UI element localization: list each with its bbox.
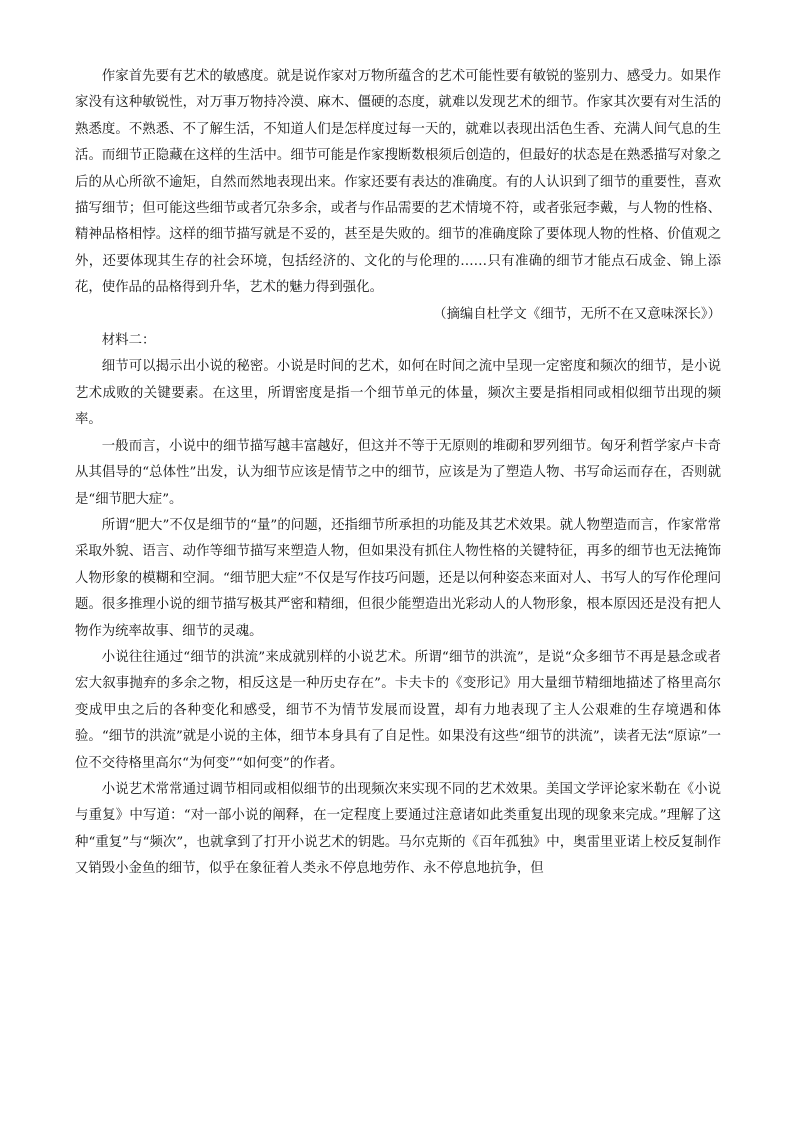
paragraph-5: 小说往往通过“细节的洪流”来成就别样的小说艺术。所谓“细节的洪流”，是说“众多细节不再是悬念或者宏大叙事抛弃的多余之物，相反这是一种历史存在”。卡夫卡的《变形记》用大量细节精细地描述了格里高尔变成甲虫之后的各种变化和感受，细节不为情节发展而设置，却有力地表现了主人公艰难的生存境遇和体验。“细节的洪流”就是小说的主体，细节本身具有了自足性。如果没有这些“细节的洪流”，读者无法“原谅”一位不交待格里高尔“为何变”“如何变”的作者。 <box>75 649 721 771</box>
paragraph-1: 作家首先要有艺术的敏感度。就是说作家对万物所蕴含的艺术可能性要有敏锐的鉴别力、感受力。如果作家没有这种敏锐性，对万事万物持冷漠、麻木、僵硬的态度，就难以发现艺术的细节。作家其次要有对生活的熟悉度。不熟悉、不了解生活，不知道人们是怎样度过每一天的，就难以表现出活色生香、充满人间气息的生活。而细节正隐藏在这样的生活中。细节可能是作家搜断数根须后创造的，但最好的状态是在熟悉描写对象之后的从心所欲不逾矩，自然而然地表现出来。作家还要有表达的准确度。有的人认识到了细节的重要性，喜欢描写细节；但可能这些细节或者冗杂多余，或者与作品需要的艺术情境不符，或者张冠李戴，与人物的性格、精神品格相悖。这样的细节描写就是不妥的，甚至是失败的。细节的准确度除了要体现人物的性格、价值观之外，还要体现其生存的社会环境，包括经济的、文化的与伦理的……只有准确的细节才能点石成金、锦上添花，使作品的品格得到升华，艺术的魅力得到强化。 <box>75 69 721 296</box>
source-citation: （摘编自杜学文《细节，无所不在又意味深长》） <box>433 306 721 322</box>
paragraph-2: 细节可以揭示出小说的秘密。小说是时间的艺术，如何在时间之流中呈现一定密度和频次的细节，是小说艺术成败的关键要素。在这里，所谓密度是指一个细节单元的体量，频次主要是指相同或相似细节出现的频率。 <box>75 359 721 428</box>
material-two-label: 材料二： <box>101 333 156 349</box>
paragraph-6: 小说艺术常常通过调节相同或相似细节的出现频次来实现不同的艺术效果。美国文学评论家米勒在《小说与重复》中写道：“对一部小说的阐释，在一定程度上要通过注意诸如此类重复出现的现象来完成。”理解了这种“重复”与“频次”，也就拿到了打开小说艺术的钥匙。马尔克斯的《百年孤独》中，奥雷里亚诺上校反复制作又销毁小金鱼的细节，似乎在象征着人类永不停息地劳作、永不停息地抗争，但 <box>75 781 721 877</box>
paragraph-4: 所谓“肥大”不仅是细节的“量”的问题，还指细节所承担的功能及其艺术效果。就人物塑造而言，作家常常采取外貌、语言、动作等细节描写来塑造人物，但如果没有抓住人物性格的关键特征，再多的细节也无法掩饰人物形象的模糊和空洞。“细节肥大症”不仅是写作技巧问题，还是以何种姿态来面对人、书写人的写作伦理问题。很多推理小说的细节描写极其严密和精细，但很少能塑造出光彩动人的人物形象，根本原因还是没有把人物作为统率故事、细节的灵魂。 <box>75 517 721 639</box>
document-page <box>75 64 721 883</box>
paragraph-3: 一般而言，小说中的细节描写越丰富越好，但这并不等于无原则的堆砌和罗列细节。匈牙利哲学家卢卡奇从其倡导的“总体性”出发，认为细节应该是情节之中的细节，应该是为了塑造人物、书写命运而存在，否则就是“细节肥大症”。 <box>75 438 721 507</box>
